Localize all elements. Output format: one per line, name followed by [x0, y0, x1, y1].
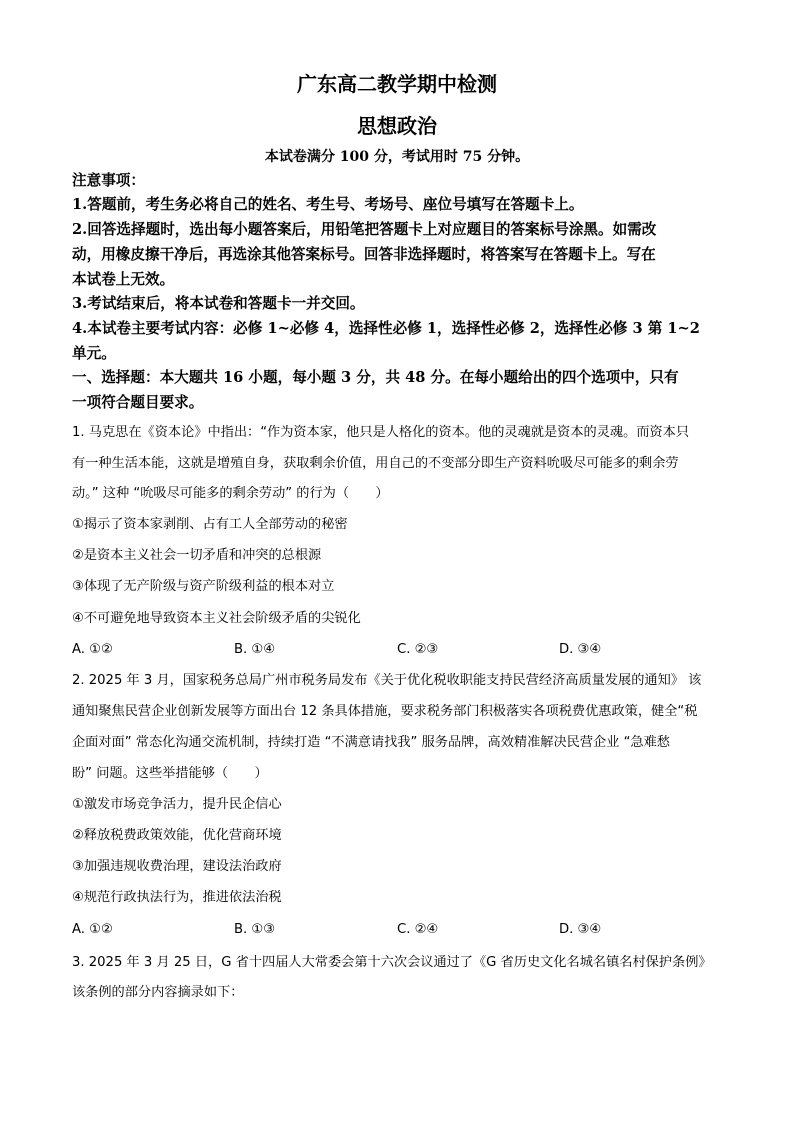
question-stem: 2. 2025 年 3 月，国家税务总局广州市税务局发布《关于优化税收职能支持民营经济高质量发展的通知》 该	[72, 673, 702, 688]
answer-option: B. ①④	[234, 642, 276, 657]
notice-line: 3.考试结束后，将本试卷和答题卡一并交回。	[72, 295, 365, 312]
answer-option: D. ③④	[559, 922, 602, 937]
question-stem: 企面对面” 常态化沟通交流机制，持续打造 “不满意请找我” 服务品牌，高效精准解决民营企业 “急难愁	[72, 735, 670, 750]
question-stem: 3. 2025 年 3 月 25 日，G 省十四届人大常委会第十六次会议通过了《G 省历史文化名城名镇名村保护条例》	[72, 955, 712, 970]
question-stem: 有一种生活本能，这就是增殖自身，获取剩余价值，用自己的不变部分即生产资料吮吸尽可能多的剩余劳	[72, 456, 679, 471]
question-stem: 1. 马克思在《资本论》中指出：“作为资本家，他只是人格化的资本。他的灵魂就是资本的灵魂。而资本只	[72, 425, 690, 440]
answer-option: B. ①③	[234, 922, 276, 937]
question-stem: 该条例的部分内容摘录如下：	[72, 985, 244, 1000]
answer-option: A. ①②	[72, 922, 113, 937]
statement-item: ③加强违规收费治理，建设法治政府	[72, 859, 282, 874]
question-stem: 动。” 这种 “吮吸尽可能多的剩余劳动” 的行为（ ）	[72, 486, 389, 501]
answer-option: D. ③④	[559, 642, 602, 657]
notice-line: 本试卷上无效。	[72, 271, 175, 288]
notice-line: 动，用橡皮擦干净后，再选涂其他答案标号。回答非选择题时，将答案写在答题卡上。写在	[72, 246, 656, 263]
notice-line: 单元。	[72, 345, 116, 362]
statement-item: ①激发市场竞争活力，提升民企信心	[72, 797, 282, 812]
notice-line: 4.本试卷主要考试内容：必修 1~必修 4，选择性必修 1，选择性必修 2，选择性必修 3 第 1~2	[72, 320, 700, 337]
statement-item: ①揭示了资本家剥削、占有工人全部劳动的秘密	[72, 517, 348, 532]
section-heading: 一项符合题目要求。	[72, 394, 204, 411]
exam-meta: 本试卷满分 100 分，考试用时 75 分钟。	[264, 149, 530, 165]
exam-title: 广东高二教学期中检测	[297, 72, 497, 96]
question-stem: 盼” 问题。这些举措能够（ ）	[72, 766, 268, 781]
notice-heading: 注意事项：	[72, 172, 145, 189]
notice-line: 1.答题前，考生务必将自己的姓名、考生号、考场号、座位号填写在答题卡上。	[72, 196, 584, 213]
answer-option: C. ②④	[397, 922, 439, 937]
answer-option: A. ①②	[72, 642, 113, 657]
section-heading: 一、选择题：本大题共 16 小题，每小题 3 分，共 48 分。在每小题给出的四个选项中，只有	[72, 369, 679, 386]
statement-item: ③体现了无产阶级与资产阶级利益的根本对立	[72, 579, 335, 594]
question-stem: 通知聚焦民营企业创新发展等方面出台 12 条具体措施，要求税务部门积极落实各项税费优惠政策，健全“税	[72, 704, 698, 719]
subject-title: 思想政治	[357, 114, 437, 138]
answer-option: C. ②③	[397, 642, 439, 657]
notice-line: 2.回答选择题时，选出每小题答案后，用铅笔把答题卡上对应题目的答案标号涂黑。如需改	[72, 221, 657, 238]
statement-item: ②是资本主义社会一切矛盾和冲突的总根源	[72, 548, 322, 563]
statement-item: ②释放税费政策效能，优化营商环境	[72, 828, 282, 843]
statement-item: ④不可避免地导致资本主义社会阶级矛盾的尖锐化	[72, 611, 361, 626]
statement-item: ④规范行政执法行为，推进依法治税	[72, 890, 282, 905]
